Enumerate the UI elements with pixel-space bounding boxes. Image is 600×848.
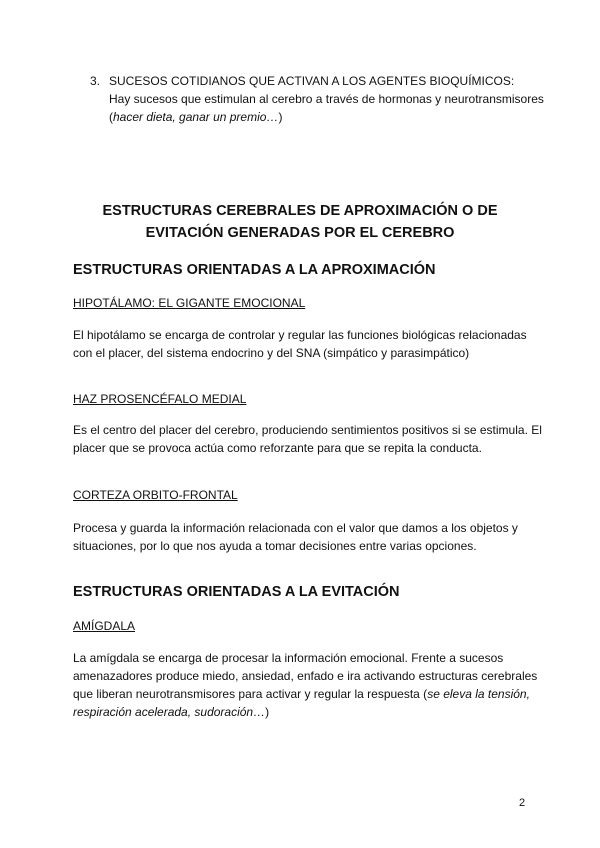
amigdala-text: La amígdala se encarga de procesar la información emocional. Frente a sucesos amenazadores produce miedo, ansiedad, enfado e ira activando estructuras cerebrales que liberan neurotransmisores para activar y regular la respuesta (se eleva la tensión, respiración acelerada, sudoración…): [73, 651, 538, 719]
approach-heading: ESTRUCTURAS ORIENTADAS A LA APROXIMACIÓN: [73, 262, 436, 278]
avoidance-heading: ESTRUCTURAS ORIENTADAS A LA EVITACIÓN: [73, 584, 400, 600]
corteza-heading: CORTEZA ORBITO-FRONTAL: [73, 488, 238, 502]
hipotalamo-text: El hipotálamo se encarga de controlar y regular las funciones biológicas relacionadas con el placer, del sistema endocrino y del SNA (simpático y parasimpático): [73, 328, 527, 360]
amigdala-heading: AMÍGDALA: [73, 619, 136, 633]
list-item-text: Hay sucesos que estimulan al cerebro a través de hormonas y neurotransmisores (hacer dieta, ganar un premio…): [109, 92, 544, 124]
haz-prosencefalo-heading: HAZ PROSENCÉFALO MEDIAL: [73, 392, 247, 406]
haz-prosencefalo-text: Es el centro del placer del cerebro, produciendo sentimientos positivos si se estimula. El placer que se provoca actúa como reforzante para que se repita la conducta.: [73, 423, 542, 455]
list-number: 3.: [90, 74, 101, 88]
hipotalamo-heading: HIPOTÁLAMO: EL GIGANTE EMOCIONAL: [73, 296, 306, 310]
section-title: ESTRUCTURAS CEREBRALES DE APROXIMACIÓN O DE EVITACIÓN GENERADAS POR EL CEREBRO: [102, 203, 498, 241]
page-number: 2: [519, 797, 526, 809]
list-item-3: [90, 72, 560, 126]
corteza-text: Procesa y guarda la información relacionada con el valor que damos a los objetos y situaciones, por lo que nos ayuda a tomar decisiones entre varias opciones.: [73, 521, 518, 553]
list-item-heading: SUCESOS COTIDIANOS QUE ACTIVAN A LOS AGENTES BIOQUÍMICOS:: [109, 74, 515, 88]
